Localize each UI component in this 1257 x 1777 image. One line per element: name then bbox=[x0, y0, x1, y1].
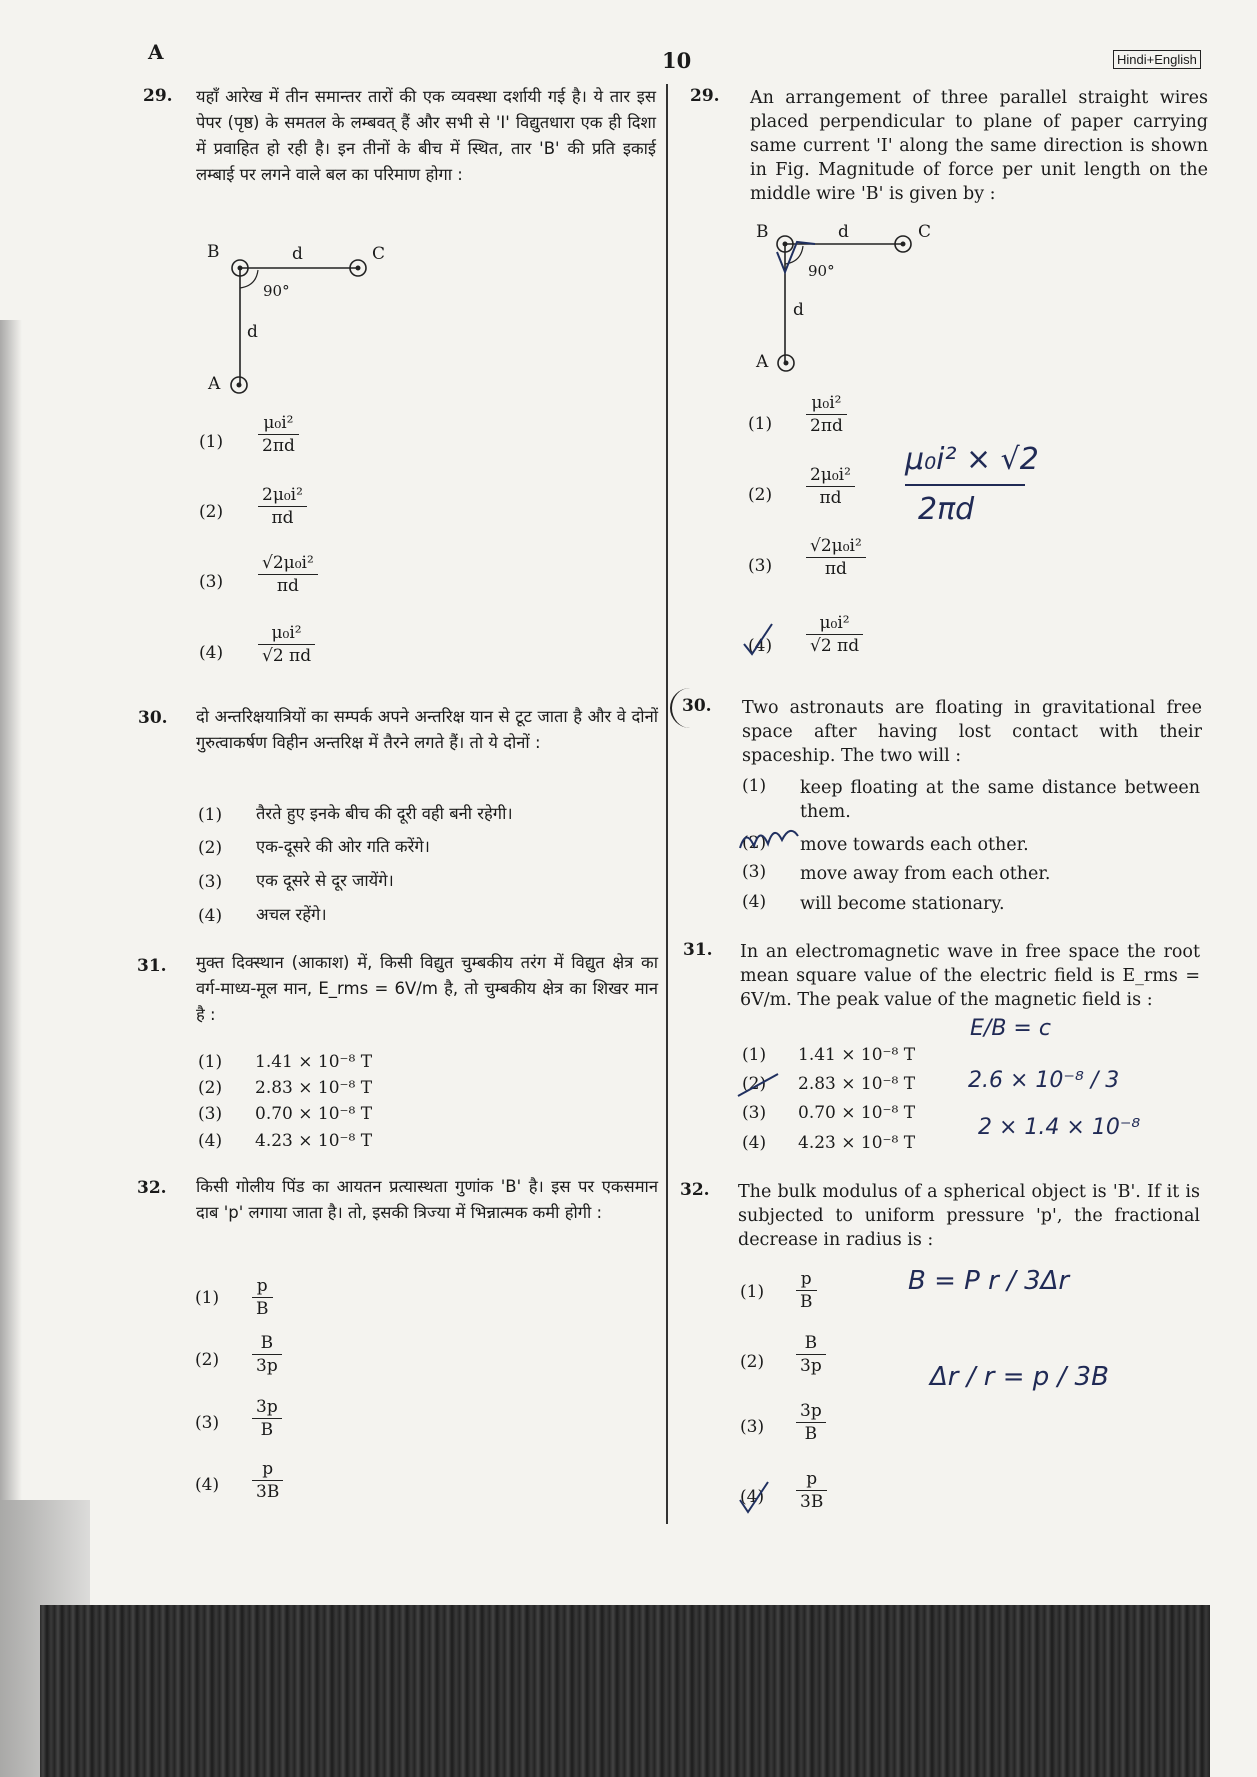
q31-opt3-no-hi: (3) bbox=[198, 1104, 223, 1124]
q32-opt3-num-hi: 3p bbox=[252, 1396, 282, 1419]
q31-opt4-hi[interactable]: 4.23 × 10⁻⁸ T bbox=[255, 1131, 373, 1151]
q31-opt2-no-en: (2) bbox=[742, 1074, 767, 1094]
q32-opt1-num-en: p bbox=[796, 1268, 817, 1291]
q29-handwritten-den: 2πd bbox=[918, 492, 975, 527]
q32-question-en: The bulk modulus of a spherical object is 'B'. If it is subjected to uniform pressure 'p', the fractional decrease in radius is : bbox=[738, 1182, 1200, 1250]
q31-opt1-no-hi: (1) bbox=[198, 1052, 223, 1072]
q29-opt2-en[interactable] bbox=[806, 464, 855, 509]
q32-opt3-en[interactable] bbox=[796, 1400, 826, 1445]
scan-dark-band bbox=[40, 1605, 1210, 1777]
q29-label-a-en: A bbox=[756, 352, 769, 372]
q29-handwritten-num: μ₀i² × √2 bbox=[905, 442, 1039, 477]
q29-label-angle-en: 90° bbox=[808, 262, 835, 280]
q30-opt1-no-hi: (1) bbox=[198, 805, 223, 825]
q29-opt3-en[interactable] bbox=[806, 535, 866, 580]
q32-opt2-hi[interactable] bbox=[252, 1332, 282, 1377]
q32-opt4-num-en: p bbox=[796, 1468, 827, 1491]
q32-opt2-en[interactable] bbox=[796, 1332, 826, 1377]
column-divider bbox=[666, 84, 668, 1524]
q30-question-hi: दो अन्तरिक्षयात्रियों का सम्पर्क अपने अन्तरिक्ष यान से टूट जाता है और वे दोनों गुरुत्वाकर्षण विहीन अन्तरिक्ष में तैरने लगते हैं। तो ये दोनों : bbox=[196, 707, 658, 752]
q29-opt3-no-hi: (3) bbox=[199, 572, 224, 592]
q29-opt3-hi[interactable] bbox=[258, 552, 318, 597]
q31-answer-slash bbox=[734, 1070, 784, 1100]
q32-opt3-den-hi: B bbox=[260, 1420, 274, 1440]
q31-opt1-hi[interactable]: 1.41 × 10⁻⁸ T bbox=[255, 1052, 373, 1072]
q31-handwritten-2: 2.6 × 10⁻⁸ / 3 bbox=[968, 1068, 1120, 1093]
q29-label-b-en: B bbox=[756, 222, 769, 242]
q31-question-en: In an electromagnetic wave in free space the root mean square value of the electric field is E_rms = 6V/m. The peak value of the magnetic field is : bbox=[740, 942, 1200, 1010]
q31-opt3-en[interactable]: 0.70 × 10⁻⁸ T bbox=[798, 1103, 916, 1123]
q32-opt3-den-en: B bbox=[804, 1424, 818, 1444]
q32-opt1-num-hi: p bbox=[252, 1275, 273, 1298]
q29-label-a-hi: A bbox=[208, 374, 221, 394]
q32-opt4-en[interactable] bbox=[796, 1468, 827, 1513]
q29-opt1-num-hi: μ₀i² bbox=[258, 412, 299, 435]
q29-wire-a-hi bbox=[228, 374, 250, 396]
q30-opt2-hi[interactable]: एक-दूसरे की ओर गति करेंगे। bbox=[256, 837, 430, 856]
set-code: A bbox=[148, 40, 164, 64]
q29-opt3-den-hi: πd bbox=[276, 576, 299, 596]
q31-opt2-en[interactable]: 2.83 × 10⁻⁸ T bbox=[798, 1074, 916, 1094]
q32-number-en: 32. bbox=[680, 1180, 710, 1200]
q32-opt4-hi[interactable] bbox=[252, 1458, 283, 1503]
q31-opt4-no-en: (4) bbox=[742, 1133, 767, 1153]
q32-handwritten-1: B = P r / 3Δr bbox=[908, 1266, 1070, 1296]
q32-opt2-no-en: (2) bbox=[740, 1352, 765, 1372]
q32-opt4-num-hi: p bbox=[252, 1458, 283, 1481]
q30-opt2-en[interactable]: move towards each other. bbox=[800, 835, 1029, 855]
q29-opt2-hi[interactable] bbox=[258, 484, 307, 529]
q29-opt2-den-en: πd bbox=[819, 488, 842, 508]
q29-number-hi: 29. bbox=[143, 86, 173, 106]
q32-opt1-en[interactable] bbox=[796, 1268, 817, 1313]
q29-opt4-den-en: √2 πd bbox=[810, 636, 860, 656]
q29-question-en: An arrangement of three parallel straight wires placed perpendicular to plane of paper carrying same current 'I' along the same direction is shown in Fig. Magnitude of force per unit length on the middle wire 'B' is given by : bbox=[750, 88, 1208, 204]
q31-opt4-no-hi: (4) bbox=[198, 1131, 223, 1151]
q32-number-hi: 32. bbox=[137, 1178, 167, 1198]
q32-opt2-den-hi: 3p bbox=[256, 1356, 278, 1376]
q29-label-b-hi: B bbox=[207, 242, 220, 262]
q31-opt4-en[interactable]: 4.23 × 10⁻⁸ T bbox=[798, 1133, 916, 1153]
q29-label-c-hi: C bbox=[372, 244, 386, 264]
q30-number-en: 30. bbox=[682, 696, 712, 716]
q32-opt2-den-en: 3p bbox=[800, 1356, 822, 1376]
q29-handwritten-bar bbox=[905, 484, 1025, 486]
q32-opt3-no-hi: (3) bbox=[195, 1413, 220, 1433]
q29-label-d-side-hi: d bbox=[247, 322, 258, 342]
q30-question-en: Two astronauts are floating in gravitational free space after having lost contact with their spaceship. The two will : bbox=[742, 698, 1202, 766]
q29-opt3-num-hi: √2μ₀i² bbox=[258, 552, 318, 575]
q31-opt3-hi[interactable]: 0.70 × 10⁻⁸ T bbox=[255, 1104, 373, 1124]
q29-opt4-num-en: μ₀i² bbox=[806, 612, 863, 635]
q30-opt1-hi[interactable]: तैरते हुए इनके बीच की दूरी वही बनी रहेगी। bbox=[256, 804, 513, 823]
q31-opt1-no-en: (1) bbox=[742, 1045, 767, 1065]
q32-handwritten-2: Δr / r = p / 3B bbox=[930, 1362, 1109, 1392]
q32-opt1-den-hi: B bbox=[256, 1299, 269, 1319]
q30-opt3-no-en: (3) bbox=[742, 862, 767, 882]
page-number: 10 bbox=[662, 48, 692, 73]
q30-opt3-hi[interactable]: एक दूसरे से दूर जायेंगे। bbox=[256, 871, 394, 890]
q32-opt2-num-en: B bbox=[796, 1332, 826, 1355]
q32-opt1-no-hi: (1) bbox=[195, 1288, 220, 1308]
q29-question-hi: यहाँ आरेख में तीन समान्तर तारों की एक व्यवस्था दर्शायी गई है। ये तार इस पेपर (पृष्ठ) के समतल के लम्बवत् हैं और सभी से 'I' विद्युतधारा एक ही दिशा में प्रवाहित हो रही है। इन तीनों के बीच में स्थित, तार 'B' की प्रति इकाई लम्बाई पर लगने वाले बल का परिमाण होगा : bbox=[196, 87, 656, 184]
q29-opt2-no-hi: (2) bbox=[199, 502, 224, 522]
q30-opt4-en[interactable]: will become stationary. bbox=[800, 894, 1005, 914]
q30-opt3-no-hi: (3) bbox=[198, 872, 223, 892]
q30-opt2-no-hi: (2) bbox=[198, 838, 223, 858]
q29-label-d-top-hi: d bbox=[292, 244, 303, 264]
q32-opt4-den-en: 3B bbox=[800, 1492, 824, 1512]
q30-opt1-no-en: (1) bbox=[742, 776, 767, 796]
language-badge: Hindi+English bbox=[1113, 50, 1201, 69]
q29-opt3-no-en: (3) bbox=[748, 556, 773, 576]
q32-opt3-hi[interactable] bbox=[252, 1396, 282, 1441]
q29-opt1-num-en: μ₀i² bbox=[806, 392, 847, 415]
q29-opt1-no-hi: (1) bbox=[199, 432, 224, 452]
q32-opt2-no-hi: (2) bbox=[195, 1350, 220, 1370]
q31-opt3-no-en: (3) bbox=[742, 1103, 767, 1123]
q29-opt4-hi[interactable] bbox=[258, 622, 315, 667]
q29-label-c-en: C bbox=[918, 222, 932, 242]
q32-question-hi: किसी गोलीय पिंड का आयतन प्रत्यास्थता गुणांक 'B' है। इस पर एकसमान दाब 'p' लगाया जाता है। तो, इसकी त्रिज्या में भिन्नात्मक कमी होगी : bbox=[196, 1177, 658, 1222]
q32-opt2-num-hi: B bbox=[252, 1332, 282, 1355]
q29-opt2-num-en: 2μ₀i² bbox=[806, 464, 855, 487]
q32-opt1-hi[interactable] bbox=[252, 1275, 273, 1320]
q31-opt2-hi[interactable]: 2.83 × 10⁻⁸ T bbox=[255, 1078, 373, 1098]
q32-opt1-den-en: B bbox=[800, 1292, 813, 1312]
q29-opt2-den-hi: πd bbox=[271, 508, 294, 528]
q29-opt2-no-en: (2) bbox=[748, 485, 773, 505]
q29-opt3-den-en: πd bbox=[824, 559, 847, 579]
q29-number-en: 29. bbox=[690, 86, 720, 106]
q31-question-hi: मुक्त दिक्स्थान (आकाश) में, किसी विद्युत चुम्बकीय तरंग में विद्युत क्षेत्र का वर्ग-माध्य-मूल मान, E_rms = 6V/m है, तो चुम्बकीय क्षेत्र का शिखर मान है : bbox=[196, 953, 658, 1024]
q32-opt3-num-en: 3p bbox=[796, 1400, 826, 1423]
q30-opt4-no-en: (4) bbox=[742, 892, 767, 912]
q29-opt1-den-en: 2πd bbox=[810, 416, 843, 436]
q29-label-d-side-en: d bbox=[793, 300, 804, 320]
q30-opt2-no-en: (2) bbox=[742, 833, 767, 853]
q29-answer-tick bbox=[738, 620, 778, 660]
q31-handwritten-1: E/B = c bbox=[970, 1016, 1051, 1041]
q29-opt1-no-en: (1) bbox=[748, 414, 773, 434]
q30-opt1-en[interactable]: keep floating at the same distance between them. bbox=[800, 778, 1200, 822]
q32-answer-tick bbox=[734, 1478, 774, 1518]
q29-wire-a-en bbox=[775, 352, 797, 374]
q30-answer-scribble bbox=[736, 818, 808, 858]
q30-number-hi: 30. bbox=[138, 708, 168, 728]
q29-label-angle-hi: 90° bbox=[263, 282, 290, 300]
q32-opt4-den-hi: 3B bbox=[256, 1482, 280, 1502]
q31-handwritten-3: 2 × 1.4 × 10⁻⁸ bbox=[978, 1115, 1141, 1140]
q29-opt1-en[interactable] bbox=[806, 392, 847, 437]
q29-opt1-den-hi: 2πd bbox=[262, 436, 295, 456]
q30-opt3-en[interactable]: move away from each other. bbox=[800, 864, 1051, 884]
q31-opt2-no-hi: (2) bbox=[198, 1078, 223, 1098]
q29-opt4-no-en: (4) bbox=[748, 636, 773, 656]
q32-opt4-no-hi: (4) bbox=[195, 1475, 220, 1495]
q29-label-d-top-en: d bbox=[838, 222, 849, 242]
q32-opt4-no-en: (4) bbox=[740, 1487, 765, 1507]
q31-number-en: 31. bbox=[683, 940, 713, 960]
q29-opt4-en[interactable] bbox=[806, 612, 863, 657]
q29-opt4-den-hi: √2 πd bbox=[262, 646, 312, 666]
q29-diagram-en bbox=[755, 222, 945, 372]
q29-opt3-num-en: √2μ₀i² bbox=[806, 535, 866, 558]
q31-number-hi: 31. bbox=[137, 956, 167, 976]
q29-opt4-num-hi: μ₀i² bbox=[258, 622, 315, 645]
q30-opt4-no-hi: (4) bbox=[198, 906, 223, 926]
q29-opt4-no-hi: (4) bbox=[199, 643, 224, 663]
q32-opt1-no-en: (1) bbox=[740, 1282, 765, 1302]
q31-opt1-en[interactable]: 1.41 × 10⁻⁸ T bbox=[798, 1045, 916, 1065]
page-edge-shadow bbox=[0, 320, 22, 1500]
q32-opt3-no-en: (3) bbox=[740, 1417, 765, 1437]
q29-opt2-num-hi: 2μ₀i² bbox=[258, 484, 307, 507]
q30-opt4-hi[interactable]: अचल रहेंगे। bbox=[256, 905, 327, 924]
q29-opt1-hi[interactable] bbox=[258, 412, 299, 457]
